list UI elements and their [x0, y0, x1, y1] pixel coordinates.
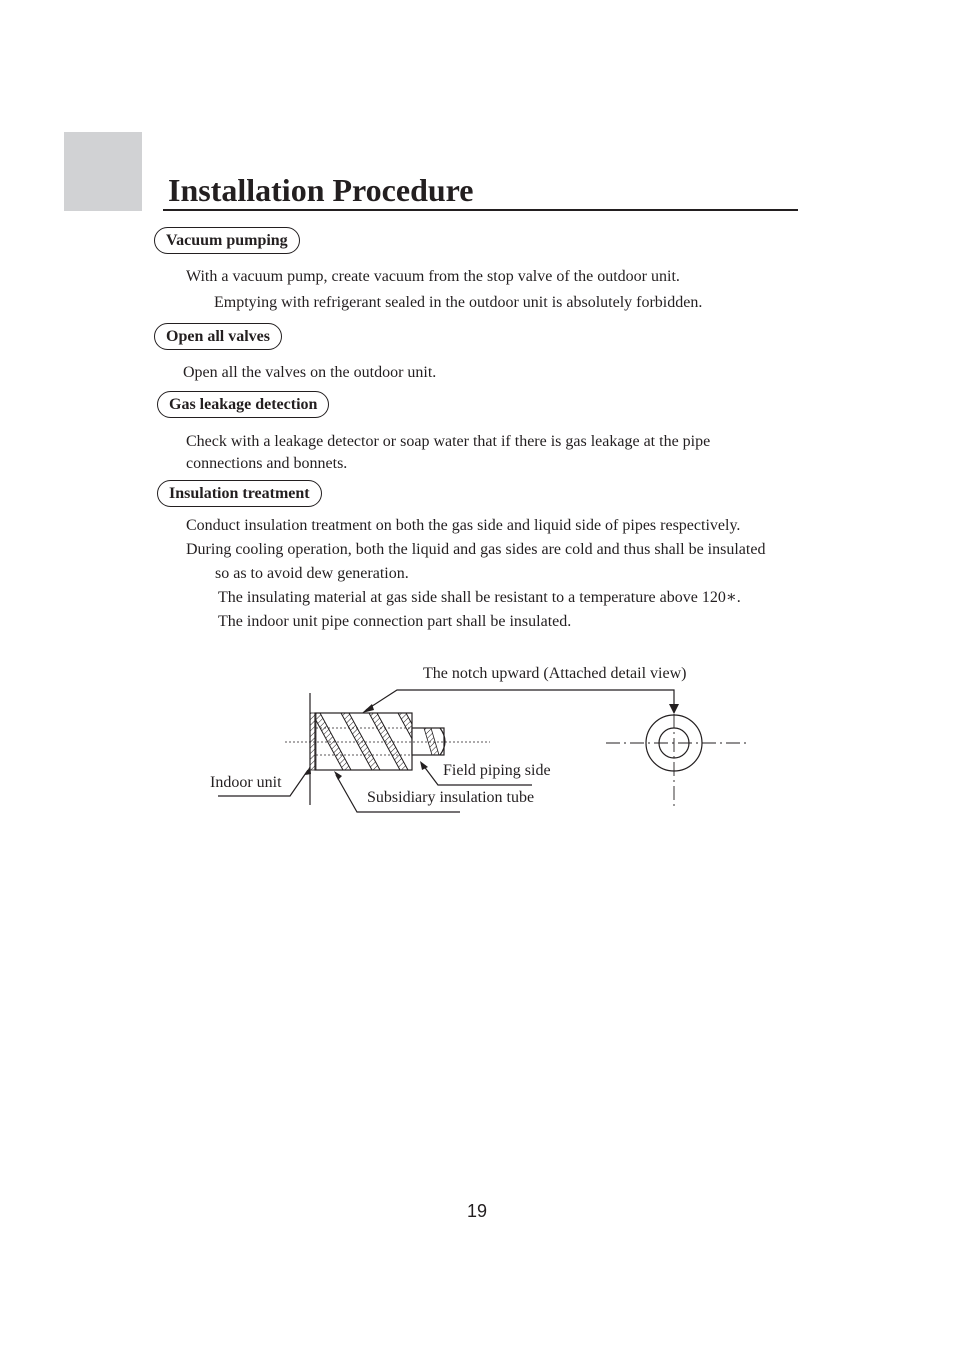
vacuum-text-line-1: With a vacuum pump, create vacuum from the stop valve of the outdoor unit.: [186, 268, 680, 285]
insulation-text-line-4: The insulating material at gas side shall be resistant to a temperature above 120∗.: [218, 589, 741, 606]
insulation-text-line-3: so as to avoid dew generation.: [215, 565, 409, 582]
label-indoor-unit: Indoor unit: [210, 774, 282, 791]
section-heading-gas-leakage-detection: Gas leakage detection: [157, 391, 329, 418]
section-heading-vacuum-pumping: Vacuum pumping: [154, 227, 300, 254]
insulation-text-line-5: The indoor unit pipe connection part shall be insulated.: [218, 613, 572, 630]
vacuum-text-line-2: Emptying with refrigerant sealed in the outdoor unit is absolutely forbidden.: [214, 294, 703, 311]
label-notch-upward: The notch upward (Attached detail view): [423, 665, 687, 682]
label-field-piping-side: Field piping side: [443, 762, 551, 779]
page-number: 19: [466, 1201, 488, 1221]
insulation-text-line-2: During cooling operation, both the liquid and gas sides are cold and thus shall be insulated: [186, 541, 766, 558]
page-title: Installation Procedure: [168, 172, 474, 208]
section-heading-open-all-valves: Open all valves: [154, 323, 282, 350]
valves-text-line-1: Open all the valves on the outdoor unit.: [183, 364, 437, 381]
label-subsidiary-insulation-tube: Subsidiary insulation tube: [367, 789, 535, 806]
section-heading-insulation-treatment: Insulation treatment: [157, 480, 322, 507]
leak-text-line-1: Check with a leakage detector or soap water that if there is gas leakage at the pipe: [186, 433, 711, 450]
notch-leader-line: [366, 690, 674, 713]
leak-text-line-2: connections and bonnets.: [186, 455, 348, 472]
insulation-text-line-1: Conduct insulation treatment on both the gas side and liquid side of pipes respectively.: [186, 517, 741, 534]
